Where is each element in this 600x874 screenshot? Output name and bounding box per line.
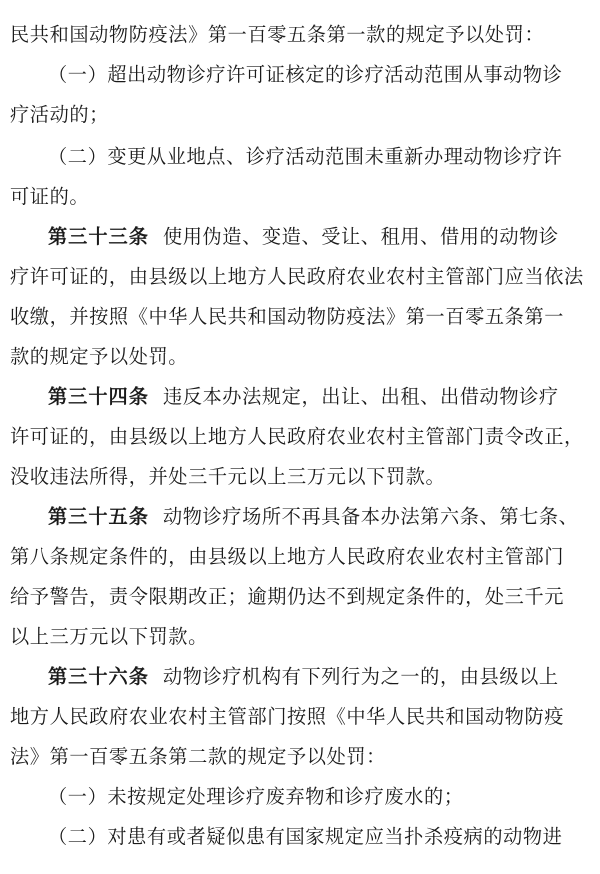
text-line: 地方人民政府农业农村主管部门按照《中华人民共和国动物防疫: [10, 705, 565, 728]
article-34-first-line: [48, 382, 595, 412]
article-heading: 第三十三条: [48, 225, 149, 248]
text-line: 法》第一百零五条第二款的规定予以处罚：: [10, 745, 386, 768]
text-line: 许可证的，由县级以上地方人民政府农业农村主管部门责令改正，: [10, 425, 584, 448]
text-line: 款的规定予以处罚。: [10, 345, 189, 368]
text-line: 第八条规定条件的，由县级以上地方人民政府农业农村主管部门: [10, 545, 565, 568]
article-36-first-line: [48, 662, 595, 692]
text-line: 可证的。: [10, 185, 90, 208]
text-line: 收缴，并按照《中华人民共和国动物防疫法》第一百零五条第一: [10, 305, 565, 328]
text-line: 没收违法所得，并处三千元以上三万元以下罚款。: [10, 465, 446, 488]
article-text: 违反本办法规定，出让、出租、出借动物诊疗: [162, 385, 559, 408]
text-line: 给予警告，责令限期改正；逾期仍达不到规定条件的，处三千元: [10, 585, 565, 608]
article-heading: 第三十四条: [48, 385, 149, 408]
text-line: （一）未按规定处理诊疗废弃物和诊疗废水的；: [48, 785, 464, 808]
article-text: 动物诊疗场所不再具备本办法第六条、第七条、: [162, 505, 579, 528]
article-text: 动物诊疗机构有下列行为之一的，由县级以上: [162, 665, 559, 688]
text-line: 以上三万元以下罚款。: [10, 625, 208, 648]
text-line: 疗许可证的，由县级以上地方人民政府农业农村主管部门应当依法: [10, 265, 584, 288]
article-heading: 第三十五条: [48, 505, 149, 528]
text-line: 民共和国动物防疫法》第一百零五条第一款的规定予以处罚：: [10, 23, 545, 46]
article-text: 使用伪造、变造、受让、租用、借用的动物诊: [162, 225, 559, 248]
text-line: 疗活动的；: [10, 103, 109, 126]
text-line: （一）超出动物诊疗许可证核定的诊疗活动范围从事动物诊: [48, 63, 563, 86]
article-heading: 第三十六条: [48, 665, 149, 688]
article-35-first-line: [48, 502, 595, 532]
text-line: （二）变更从业地点、诊疗活动范围未重新办理动物诊疗许: [48, 145, 563, 168]
text-line: （二）对患有或者疑似患有国家规定应当扑杀疫病的动物进: [48, 825, 563, 848]
article-33-first-line: [48, 222, 595, 252]
